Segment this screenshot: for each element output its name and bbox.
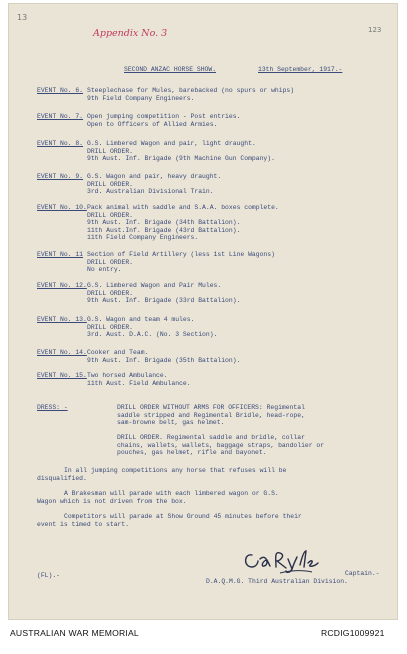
event-line: Pack animal with saddle and S.A.A. boxes complete. xyxy=(87,204,279,211)
document-title: SECOND ANZAC HORSE SHOW. xyxy=(124,66,217,73)
signatory-title: D.A.Q.M.G. Third Australian Division. xyxy=(206,578,348,585)
page-number: 13 xyxy=(17,13,28,22)
event-line: 9th Aust. Inf. Brigade (9th Machine Gun Company). xyxy=(87,155,275,163)
footer-record-id: RCDIG1009921 xyxy=(321,628,385,638)
dress-line: saddle stripped and Regimental Bridle, head-rope, xyxy=(117,411,305,419)
event-label: EVENT No. 7. xyxy=(37,113,84,120)
event-line: DRILL ORDER. xyxy=(87,258,134,266)
dress-line: chains, wallets, wallets, baggage straps, bandolier or xyxy=(117,441,325,449)
event-label: EVENT No. 9. xyxy=(37,173,84,180)
event-label: EVENT No. 15. xyxy=(37,372,87,379)
event-line: Open to Officers of Allied Armies. xyxy=(87,120,218,128)
event-line: G.S. Wagon and pair, heavy draught. xyxy=(87,173,222,180)
event-line: G.S. Limbered Wagon and pair, light draught. xyxy=(87,140,256,147)
note-line: Competitors will parade at Show Ground 45 minutes before their xyxy=(64,513,302,520)
footer-archive-name: AUSTRALIAN WAR MEMORIAL xyxy=(10,628,139,638)
typist-initials: (FL).- xyxy=(37,572,61,579)
note-line: event is timed to start. xyxy=(37,520,130,528)
event-label: EVENT No. 13. xyxy=(37,316,87,323)
signatory-rank: Captain.- xyxy=(345,570,380,577)
event-label: EVENT No. 10. xyxy=(37,204,87,211)
event-line: Section of Field Artillery (less 1st Line Wagons) xyxy=(87,251,275,258)
dress-label: DRESS: - xyxy=(37,404,68,411)
event-line: Steeplechase for Mules, barebacked (no spurs or whips) xyxy=(87,87,295,94)
event-line: 9th Aust. Inf. Brigade (34th Battalion). xyxy=(87,219,241,227)
event-line: No entry. xyxy=(87,266,122,274)
event-line: DRILL ORDER. xyxy=(87,323,134,331)
event-line: Open jumping competition - Post entries. xyxy=(87,113,241,120)
event-line: 3rd. Australian Divisional Train. xyxy=(87,188,214,196)
note-line: In all jumping competitions any horse that refuses will be xyxy=(64,467,287,474)
event-line: Two horsed Ambulance. xyxy=(87,372,168,379)
note-line: disqualified. xyxy=(37,474,87,482)
handwritten-signature xyxy=(240,545,330,577)
dress-line: pouches, gas helmet, rifle and bayonet. xyxy=(117,449,267,457)
event-line: 11th Field Company Engineers. xyxy=(87,234,199,242)
event-line: Cooker and Team. xyxy=(87,349,149,356)
event-label: EVENT No. 14. xyxy=(37,349,87,356)
appendix-stamp: Appendix No. 3 xyxy=(93,28,168,39)
event-line: 9th Aust. Inf. Brigade (33rd Battalion). xyxy=(87,297,241,305)
event-line: DRILL ORDER. xyxy=(87,211,134,219)
note-line: A Brakesman will parade with each limbered wagon or G.S. xyxy=(64,490,279,497)
dress-line: DRILL ORDER. Regimental saddle and bridle, collar xyxy=(117,434,305,441)
folio-number: 123 xyxy=(368,26,382,34)
dress-line: sam-browne belt, gas helmet. xyxy=(117,419,225,427)
event-line: 11th Aust. Field Ambulance. xyxy=(87,379,191,387)
event-line: 9th Aust. Inf. Brigade (35th Battalion). xyxy=(87,356,241,364)
note-line: Wagon which is not driven from the box. xyxy=(37,497,187,505)
event-label: EVENT No. 12. xyxy=(37,282,87,289)
event-line: DRILL ORDER. xyxy=(87,180,134,188)
event-label: EVENT No. 8. xyxy=(37,140,84,147)
document-date: 13th September, 1917.- xyxy=(258,66,343,73)
event-label: EVENT No. 11 xyxy=(37,251,84,258)
event-line: DRILL ORDER. xyxy=(87,289,134,297)
dress-line: DRILL ORDER WITHOUT ARMS FOR OFFICERS: Regimental xyxy=(117,404,305,411)
event-line: DRILL ORDER. xyxy=(87,147,134,155)
event-line: G.S. Wagon and team 4 mules. xyxy=(87,316,195,323)
event-label: EVENT No. 6. xyxy=(37,87,84,94)
event-line: 3rd. Aust. D.A.C. (No. 3 Section). xyxy=(87,331,218,339)
event-line: G.S. Limbered Wagon and Pair Mules. xyxy=(87,282,222,289)
event-line: 11th Aust.Inf. Brigade (43rd Battalion). xyxy=(87,226,241,234)
event-line: 9th Field Company Engineers. xyxy=(87,94,195,102)
